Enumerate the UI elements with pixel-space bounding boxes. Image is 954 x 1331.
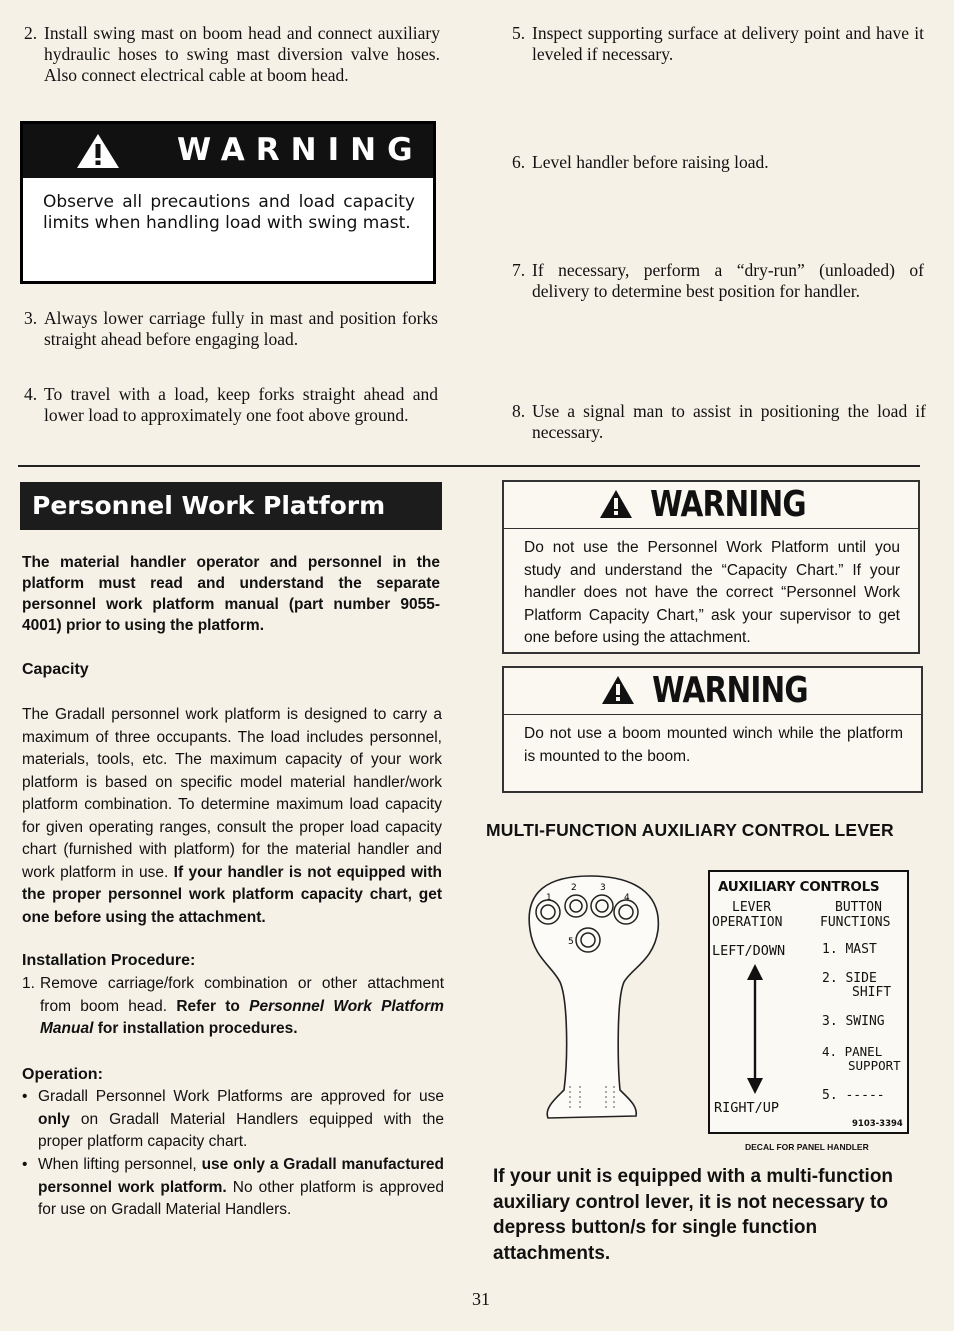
bullet-dot: • [22, 1088, 28, 1105]
function-3 [822, 1014, 885, 1029]
step-6 [512, 152, 924, 173]
step-text: To travel with a load, keep forks straight ahead and lower load to approximately one foot above ground. [44, 384, 438, 425]
install-bold-text: Refer to [176, 997, 240, 1015]
manual-reference: Personnel Work Platform Manual [40, 997, 444, 1037]
warning-header [23, 124, 433, 178]
op1-text: Gradall Personnel Work Platforms are approved for use [38, 1088, 444, 1105]
function-label: PANEL [844, 1044, 883, 1059]
function-label: SWING [845, 1014, 885, 1029]
op2-text-2: No other platform is approved for use on Gradall Material Handlers. [38, 1178, 445, 1218]
op2-text: When lifting personnel, [38, 1156, 197, 1173]
button-number: 1 [546, 893, 552, 903]
function-4-line2: SUPPORT [848, 1058, 901, 1073]
function-label: ----- [845, 1088, 885, 1103]
col-lever-label: LEVER [732, 900, 772, 915]
intro-paragraph: The material handler operator and personnel in the platform must read and understand the separate personnel work platform manual (part number 9055-4001) prior to using the platform. [22, 554, 440, 634]
bullet-dot: • [22, 1156, 28, 1173]
col-operation-label: OPERATION [712, 915, 783, 930]
mfacl-heading: MULTI-FUNCTION AUXILIARY CONTROL LEVER [486, 820, 894, 840]
step-number: 3. [24, 308, 38, 328]
function-label: SIDE [845, 971, 877, 986]
lever-right-up-label: RIGHT/UP [714, 1100, 780, 1116]
button-number: 2 [571, 883, 577, 893]
step-number: 4. [24, 384, 38, 404]
warning-text: Observe all precautions and load capacity limits when handling load with swing mast. [43, 192, 415, 233]
section-title-bar [20, 482, 442, 530]
decal-part-number: 9103-3394 [852, 1119, 903, 1129]
step-4 [24, 384, 438, 426]
winch-warning-box [502, 666, 923, 793]
function-4 [822, 1044, 882, 1059]
step-3 [24, 308, 438, 350]
warning-triangle-icon [75, 132, 121, 170]
warning-title: WARNING [651, 670, 808, 711]
function-label: MAST [845, 942, 877, 957]
decal-title: AUXILIARY CONTROLS [718, 879, 880, 895]
button-number: 4 [624, 893, 630, 903]
install-step-text [40, 973, 444, 1041]
operation-heading: Operation: [22, 1066, 103, 1083]
page-number: 31 [472, 1289, 490, 1309]
function-2 [822, 971, 877, 986]
function-number: 2. [822, 971, 838, 986]
warning-title: WARNING [177, 132, 424, 168]
function-1 [822, 942, 877, 957]
button-number: 5 [568, 937, 574, 947]
step-number: 2. [24, 23, 38, 43]
platform-capacity-warning-box [502, 480, 920, 654]
warning-header [504, 482, 918, 529]
control-lever-illustration [520, 870, 670, 1135]
operation-bullet-2 [22, 1154, 444, 1222]
col-button-label: BUTTON [835, 900, 882, 915]
step-number: 5. [512, 23, 526, 43]
step-text: Install swing mast on boom head and connect auxiliary hydraulic hoses to swing mast diversion valve hoses. Also connect electrical cable at boom head. [44, 23, 440, 85]
step-text: Always lower carriage fully in mast and position forks straight ahead before engaging load. [44, 308, 438, 349]
section-divider [18, 465, 920, 467]
swing-mast-warning-box [20, 121, 436, 284]
step-number: 7. [512, 260, 526, 280]
op1-bold: only [38, 1110, 70, 1128]
section-title: Personnel Work Platform [32, 491, 386, 520]
installation-heading: Installation Procedure: [22, 952, 196, 969]
step-8 [512, 401, 926, 443]
step-5 [512, 23, 924, 65]
button-number: 3 [600, 883, 606, 893]
op1-text-2: on Gradall Material Handlers equipped with the proper platform capacity chart. [38, 1110, 444, 1150]
function-number: 4. [822, 1044, 838, 1059]
lever-left-down-label: LEFT/DOWN [712, 943, 786, 959]
function-5 [822, 1088, 885, 1103]
step-2 [24, 23, 440, 86]
capacity-paragraph [22, 704, 442, 929]
function-2-line2: SHIFT [852, 985, 892, 1000]
warning-text: Do not use the Personnel Work Platform until you study and understand the “Capacity Chart.” If your handler does not have the correct “Personnel Work Platform Capacity Chart,” ask your supervisor to get one before using the attachment. [524, 539, 900, 646]
capacity-bold-text: If your handler is not equipped with the proper personnel work platform capacity chart, get one before using the attachment. [22, 863, 442, 926]
warning-triangle-icon [601, 675, 635, 705]
warning-header [504, 668, 921, 715]
col-functions-label: FUNCTIONS [820, 915, 891, 930]
step-text: Use a signal man to assist in positioning the load if necessary. [532, 401, 926, 442]
step-text: Inspect supporting surface at delivery point and have it leveled if necessary. [532, 23, 924, 64]
step-number: 8. [512, 401, 526, 421]
double-arrow-icon [747, 964, 763, 1094]
decal-caption: DECAL FOR PANEL HANDLER [745, 1142, 869, 1152]
multifunction-note: If your unit is equipped with a multi-function auxiliary control lever, it is not necessary to depress button/s for single function attachments. [493, 1166, 894, 1264]
capacity-text: The Gradall personnel work platform is designed to carry a maximum of three occupants. The load includes personnel, materials, tools, etc. The maximum capacity of your work platform is based on specific model material handler/work platform combination. To determine maximum load capacity for given operating ranges, consult the proper load capacity chart (furnished with platform) for the material handler and work platform in use. [22, 706, 442, 881]
operation-bullet-1 [22, 1086, 444, 1154]
install-step-number: 1. [22, 975, 35, 992]
op2-bold: use only a Gradall manufactured personnel work platform. [38, 1156, 445, 1196]
function-number: 3. [822, 1014, 838, 1029]
step-text: Level handler before raising load. [532, 152, 769, 172]
warning-text: Do not use a boom mounted winch while the platform is mounted to the boom. [524, 725, 903, 765]
install-bold-text-2: for installation procedures. [97, 1020, 298, 1037]
step-7 [512, 260, 924, 302]
install-plain-text: Remove carriage/fork combination or other attachment from boom head. [40, 975, 444, 1015]
auxiliary-controls-decal [708, 870, 909, 1134]
warning-triangle-icon [599, 489, 633, 519]
function-number: 5. [822, 1088, 838, 1103]
step-number: 6. [512, 152, 526, 172]
step-text: If necessary, perform a “dry-run” (unloaded) of delivery to determine best position for handler. [532, 260, 924, 301]
capacity-heading: Capacity [22, 661, 89, 678]
warning-title: WARNING [650, 484, 806, 525]
function-number: 1. [822, 942, 838, 957]
install-step-1 [22, 973, 444, 1041]
